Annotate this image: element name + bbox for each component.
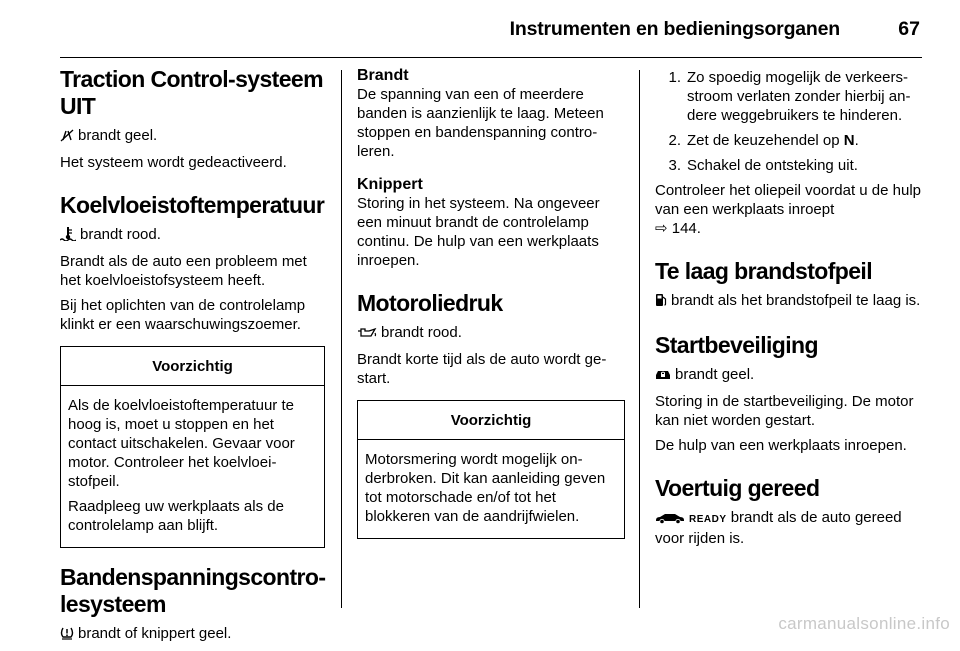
tire-pressure-icon [60,626,74,645]
oil-steps-list [655,68,923,175]
watermark: carmanualsonline.info [778,614,950,633]
car-ready-icon [655,510,685,529]
fuel-title: Te laag brandstofpeil [655,258,873,284]
fuel-status: brandt als het brandstofpeil te laag is. [655,291,923,312]
coolant-warning-box [60,346,325,548]
immobiliser-para-1: Storing in de startbeveiliging. De motor kan niet worden gestart. [655,393,914,429]
oil-title: Motoroliedruk [357,290,503,316]
oil-warning-box [357,400,625,539]
coolant-title: Koelvloeistoftemperatuur [60,192,325,218]
list-item: 2. Zet de keuzehendel op N. [668,132,859,149]
column-3 [655,68,923,554]
oil-pressure-icon [357,325,377,344]
oil-check-para: Controleer het oliepeil voordat u de hulp van een werkplaats inroept ⇨ 144. [655,182,922,237]
oil-status: brandt rood. [357,323,625,344]
warning-para-1: Als de koelvloeistoftemperatuur te hoog is, moet u stoppen en het contact uitschakelen. Gevaar voor motor. Controleer het koelvloeistofpeil. [68,397,295,490]
list-item: 3. Schakel de ontsteking uit. [668,157,858,174]
tpms-title: Bandenspanningscontrolesysteem [60,564,326,617]
column-2 [357,66,625,555]
lit-para: De spanning van een of meerdere banden is aanzienlijk te laag. Meteen stoppen en bandenspanning controleren. [357,86,604,160]
page-ref-link[interactable]: 144. [671,220,701,237]
coolant-para-1: Brandt als de auto een probleem met het koelvloeistofsysteem heeft. [60,253,307,289]
lit-title: Brandt [357,67,409,84]
immobiliser-status: brandt geel. [655,365,923,386]
coolant-status: brandt rood. [60,225,325,246]
header-title: Instrumenten en bedieningsorganen [509,18,840,40]
traction-para: Het systeem wordt gedeactiveerd. [60,154,287,171]
oil-para: Brandt korte tijd als de auto wordt gestart. [357,351,607,387]
traction-status: brandt geel. [60,126,325,147]
traction-off-icon [60,128,74,147]
list-item: 1. Zo spoedig mogelijk de verkeersstroom verlaten zonder hierbij andere weggebruikers te hinderen. [668,69,911,124]
immobiliser-icon [655,367,671,386]
immobiliser-para-2: De hulp van een werkplaats inroepen. [655,437,907,454]
warning-heading: Voorzichtig [61,347,324,386]
flash-title: Knippert [357,176,423,193]
column-divider-1 [341,70,342,608]
coolant-para-2: Bij het oplichten van de controlelamp klinkt er een waarschuwingszoemer. [60,297,306,333]
header-rule [60,57,922,58]
flash-para: Storing in het systeem. Na ongeveer een minuut brandt de controlelamp continu. De hulp van een werkplaats inroepen. [357,195,600,269]
tpms-status: brandt of knippert geel. [60,624,325,645]
page-number: 67 [898,18,920,40]
immobiliser-title: Startbeveiliging [655,332,818,358]
warning-para: Motorsmering wordt mogelijk onderbroken. Dit kan aanleiding geven tot motorschade en/of tot het blokkeren van de aandrijfwielen. [365,451,606,525]
column-1 [60,66,325,651]
ready-title: Voertuig gereed [655,475,820,501]
page-ref-arrow-icon: ⇨ [655,220,668,237]
ready-status: READY brandt als de auto gereed voor rijden is. [655,509,902,547]
fuel-pump-icon [655,293,667,312]
coolant-temperature-icon [60,227,76,246]
warning-heading: Voorzichtig [358,401,624,440]
ready-label: READY [689,514,727,525]
column-divider-2 [639,70,640,608]
warning-para-2: Raadpleeg uw werkplaats als de controlelamp aan blijft. [68,498,284,534]
traction-title: Traction Control-systeem UIT [60,66,323,119]
